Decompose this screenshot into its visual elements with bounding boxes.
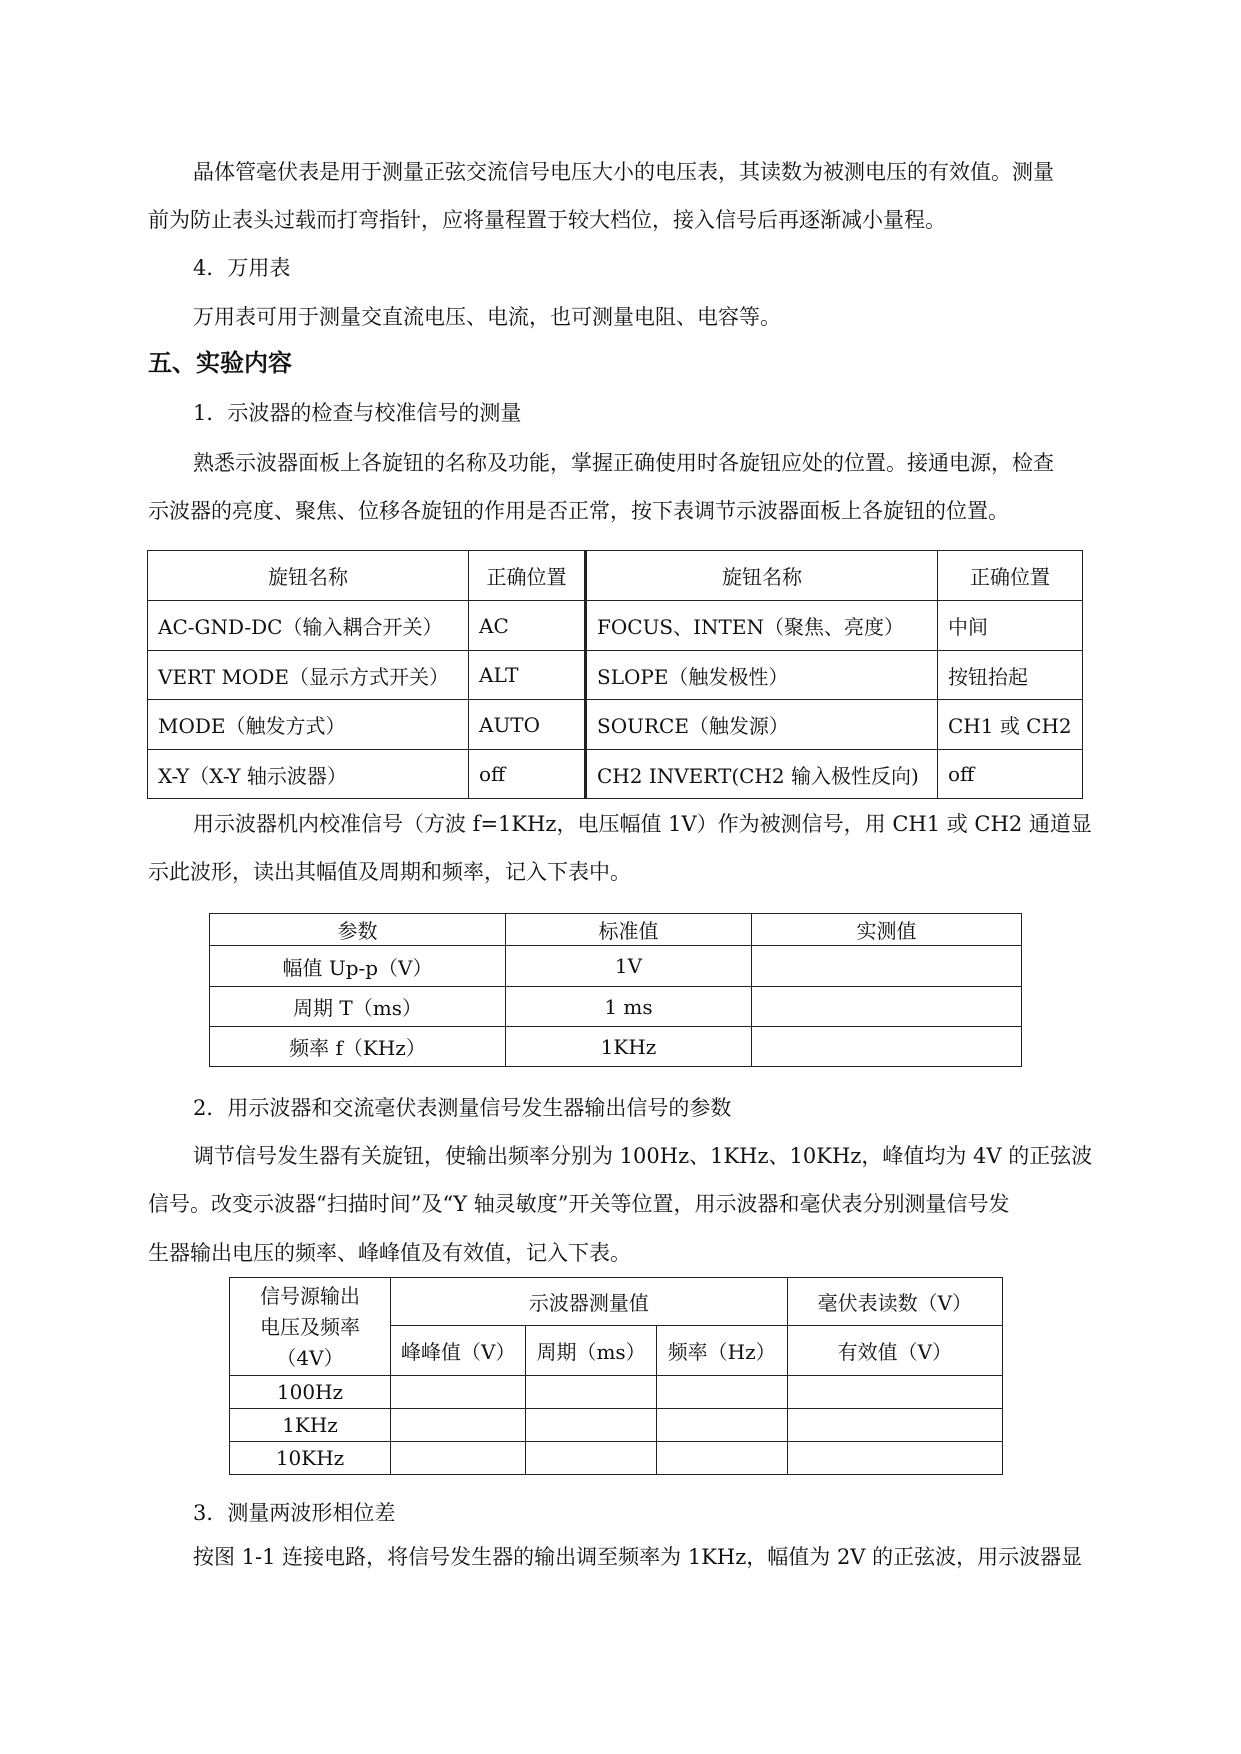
table-cell <box>391 1442 526 1475</box>
table-cell <box>526 1376 656 1409</box>
list-item-heading: 2．用示波器和交流毫伏表测量信号发生器输出信号的参数 <box>193 1096 732 1120</box>
table-header: 正确位置 <box>469 551 586 601</box>
table-cell: 1V <box>506 946 752 987</box>
table-cell: AUTO <box>469 700 586 750</box>
table-header: 参数 <box>210 914 506 946</box>
table-row <box>148 750 1083 799</box>
table-cell: 100Hz <box>230 1376 391 1409</box>
table-row <box>148 700 1083 750</box>
table-header: 旋钮名称 <box>586 551 938 601</box>
paragraph-line: 按图 1-1 连接电路，将信号发生器的输出调至频率为 1KHz，幅值为 2V 的正弦波，用示波器显 <box>193 1545 1083 1569</box>
paragraph-line: 用示波器机内校准信号（方波 f=1KHz，电压幅值 1V）作为被测信号，用 CH1 或 CH2 通道显 <box>193 812 1092 836</box>
paragraph-line: 前为防止表头过载而打弯指针，应将量程置于较大档位，接入信号后再逐渐减小量程。 <box>148 208 946 232</box>
table-cell <box>752 1027 1022 1067</box>
table-header: 实测值 <box>752 914 1022 946</box>
table-cell: 1KHz <box>506 1027 752 1067</box>
table-cell: VERT MODE（显示方式开关） <box>148 651 469 700</box>
table-cell <box>391 1409 526 1442</box>
table-cell: AC <box>469 601 586 651</box>
paragraph-line: 调节信号发生器有关旋钮，使输出频率分别为 100Hz、1KHz、10KHz，峰值均为 4V 的正弦波 <box>193 1144 1093 1168</box>
table-cell <box>787 1442 1002 1475</box>
table-cell: CH2 INVERT(CH2 输入极性反向) <box>586 750 938 799</box>
table-cell: 周期 T（ms） <box>210 987 506 1027</box>
table-header: 毫伏表读数（V） <box>787 1278 1002 1326</box>
table-header: 有效值（V） <box>787 1326 1002 1376</box>
table-row <box>210 987 1022 1027</box>
table-header: 峰峰值（V） <box>391 1326 526 1376</box>
header-line: 信号源输出 <box>260 1284 360 1308</box>
table-row <box>210 946 1022 987</box>
table-cell: 频率 f（KHz） <box>210 1027 506 1067</box>
paragraph-line: 示此波形，读出其幅值及周期和频率，记入下表中。 <box>148 860 631 884</box>
paragraph-line: 万用表可用于测量交直流电压、电流，也可测量电阻、电容等。 <box>193 305 781 329</box>
table-cell <box>752 987 1022 1027</box>
table-cell <box>526 1409 656 1442</box>
table-cell: SLOPE（触发极性） <box>586 651 938 700</box>
list-item-heading: 1．示波器的检查与校准信号的测量 <box>193 401 522 425</box>
table-cell: 按钮抬起 <box>938 651 1083 700</box>
table-cell <box>391 1376 526 1409</box>
table-cell: X-Y（X-Y 轴示波器） <box>148 750 469 799</box>
table-row <box>230 1376 1003 1409</box>
paragraph-line: 信号。改变示波器“扫描时间”及“Y 轴灵敏度”开关等位置，用示波器和毫伏表分别测量信号发 <box>148 1192 1010 1216</box>
table-cell <box>526 1442 656 1475</box>
calibration-table <box>209 913 1022 1067</box>
table-row <box>230 1442 1003 1475</box>
paragraph-line: 示波器的亮度、聚焦、位移各旋钮的作用是否正常，按下表调节示波器面板上各旋钮的位置。 <box>148 499 1009 523</box>
table-header: 频率（Hz） <box>656 1326 787 1376</box>
table-header: 旋钮名称 <box>148 551 469 601</box>
table-header: 周期（ms） <box>526 1326 656 1376</box>
table-cell: AC-GND-DC（输入耦合开关） <box>148 601 469 651</box>
knob-position-table <box>147 550 1083 799</box>
table-cell: MODE（触发方式） <box>148 700 469 750</box>
table-cell: 1 ms <box>506 987 752 1027</box>
table-row <box>148 651 1083 700</box>
table-header: 示波器测量值 <box>391 1278 788 1326</box>
table-cell: 幅值 Up-p（V） <box>210 946 506 987</box>
table-cell: FOCUS、INTEN（聚焦、亮度） <box>586 601 938 651</box>
table-row <box>210 1027 1022 1067</box>
paragraph-line: 晶体管毫伏表是用于测量正弦交流信号电压大小的电压表，其读数为被测电压的有效值。测量 <box>193 160 1054 184</box>
table-cell: off <box>938 750 1083 799</box>
table-cell <box>656 1376 787 1409</box>
table-cell <box>787 1376 1002 1409</box>
table-cell: 中间 <box>938 601 1083 651</box>
table-cell: CH1 或 CH2 <box>938 700 1083 750</box>
table-row <box>148 601 1083 651</box>
paragraph-line: 熟悉示波器面板上各旋钮的名称及功能，掌握正确使用时各旋钮应处的位置。接通电源，检查 <box>193 451 1054 475</box>
section-heading: 五、实验内容 <box>148 349 292 377</box>
list-item-heading: 3．测量两波形相位差 <box>193 1501 396 1525</box>
header-line: 电压及频率 <box>260 1315 360 1339</box>
table-cell <box>656 1409 787 1442</box>
table-row <box>230 1409 1003 1442</box>
table-cell: ALT <box>469 651 586 700</box>
table-header: 正确位置 <box>938 551 1083 601</box>
table-header <box>230 1278 391 1376</box>
paragraph-line: 生器输出电压的频率、峰峰值及有效值，记入下表。 <box>148 1241 631 1265</box>
measurement-table <box>229 1277 1003 1475</box>
table-cell <box>787 1409 1002 1442</box>
header-line: （4V） <box>276 1346 344 1370</box>
table-cell: SOURCE（触发源） <box>586 700 938 750</box>
table-cell: 1KHz <box>230 1409 391 1442</box>
list-item-heading: 4．万用表 <box>193 256 291 280</box>
table-cell <box>656 1442 787 1475</box>
table-cell: off <box>469 750 586 799</box>
table-header: 标准值 <box>506 914 752 946</box>
table-cell <box>752 946 1022 987</box>
table-cell: 10KHz <box>230 1442 391 1475</box>
